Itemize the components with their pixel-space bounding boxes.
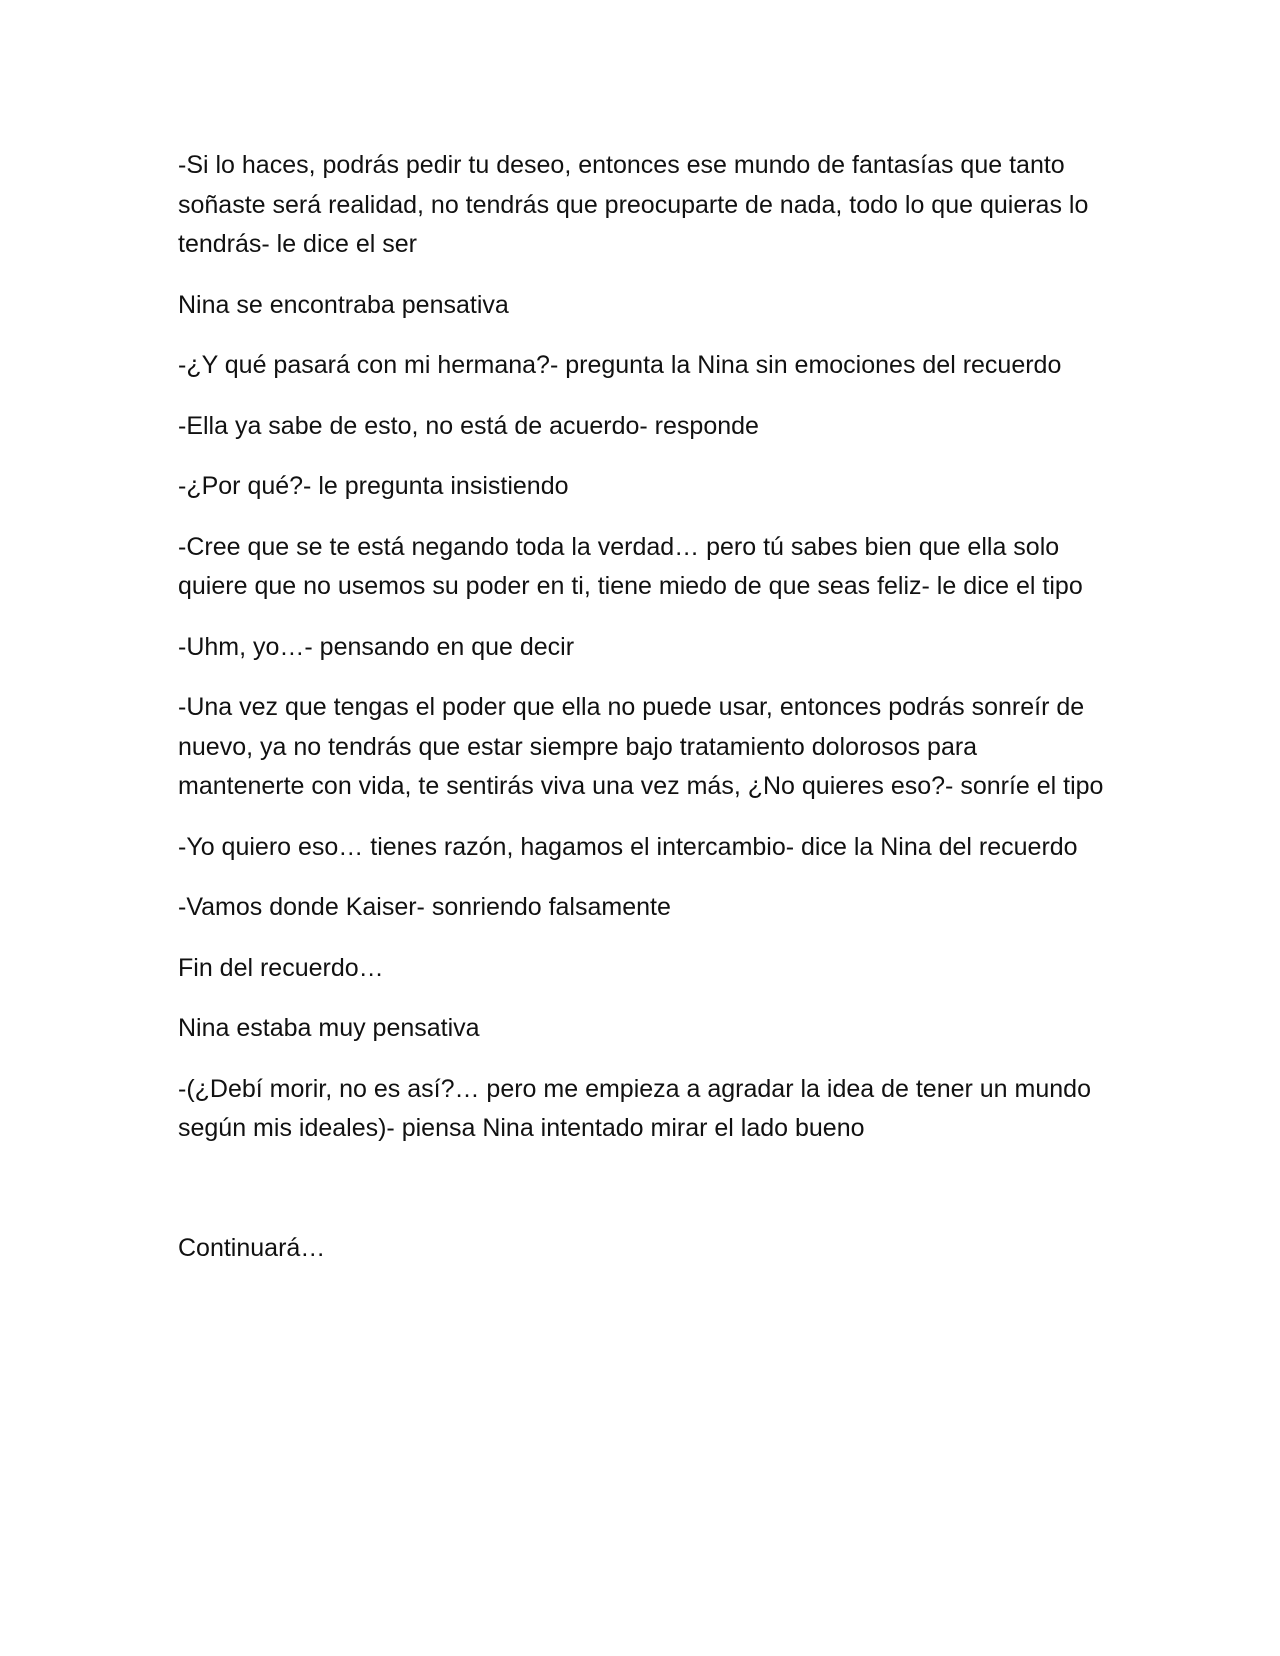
paragraph-2: Nina se encontraba pensativa: [178, 290, 509, 319]
paragraph-5: -¿Por qué?- le pregunta insistiendo: [178, 472, 569, 500]
paragraph-9: -Yo quiero eso… tienes razón, hagamos el intercambio- dice la Nina del recuerdo: [178, 832, 1078, 861]
paragraph-1: -Si lo haces, podrás pedir tu deseo, entonces ese mundo de fantasías que tanto soñaste será realidad, no tendrás que preocuparte de nada, todo lo que quieras lo tendrás- le dice el ser: [178, 151, 1089, 258]
closing-line: Continuará…: [178, 1233, 326, 1262]
paragraph-3: -¿Y qué pasará con mi hermana?- pregunta la Nina sin emociones del recuerdo: [178, 351, 1062, 379]
document-page: [178, 146, 1108, 1289]
paragraph-13: -(¿Debí morir, no es así?… pero me empieza a agradar la idea de tener un mundo según mis ideales)- piensa Nina intentado mirar el lado bueno: [178, 1074, 1091, 1142]
paragraph-7: -Uhm, yo…- pensando en que decir: [178, 632, 575, 661]
paragraph-12: Nina estaba muy pensativa: [178, 1014, 480, 1042]
paragraph-4: -Ella ya sabe de esto, no está de acuerdo- responde: [178, 411, 759, 440]
paragraph-8: -Una vez que tengas el poder que ella no puede usar, entonces podrás sonreír de nuevo, ya no tendrás que estar siempre bajo tratamiento dolorosos para mantenerte con vida, te sentirás viva una vez más, ¿No quieres eso?- sonríe el tipo: [178, 693, 1104, 800]
paragraph-10: -Vamos donde Kaiser- sonriendo falsamente: [178, 893, 671, 921]
paragraph-6: -Cree que se te está negando toda la verdad… pero tú sabes bien que ella solo quiere que no usemos su poder en ti, tiene miedo de que seas feliz- le dice el tipo: [178, 532, 1083, 600]
paragraph-11: Fin del recuerdo…: [178, 953, 384, 982]
